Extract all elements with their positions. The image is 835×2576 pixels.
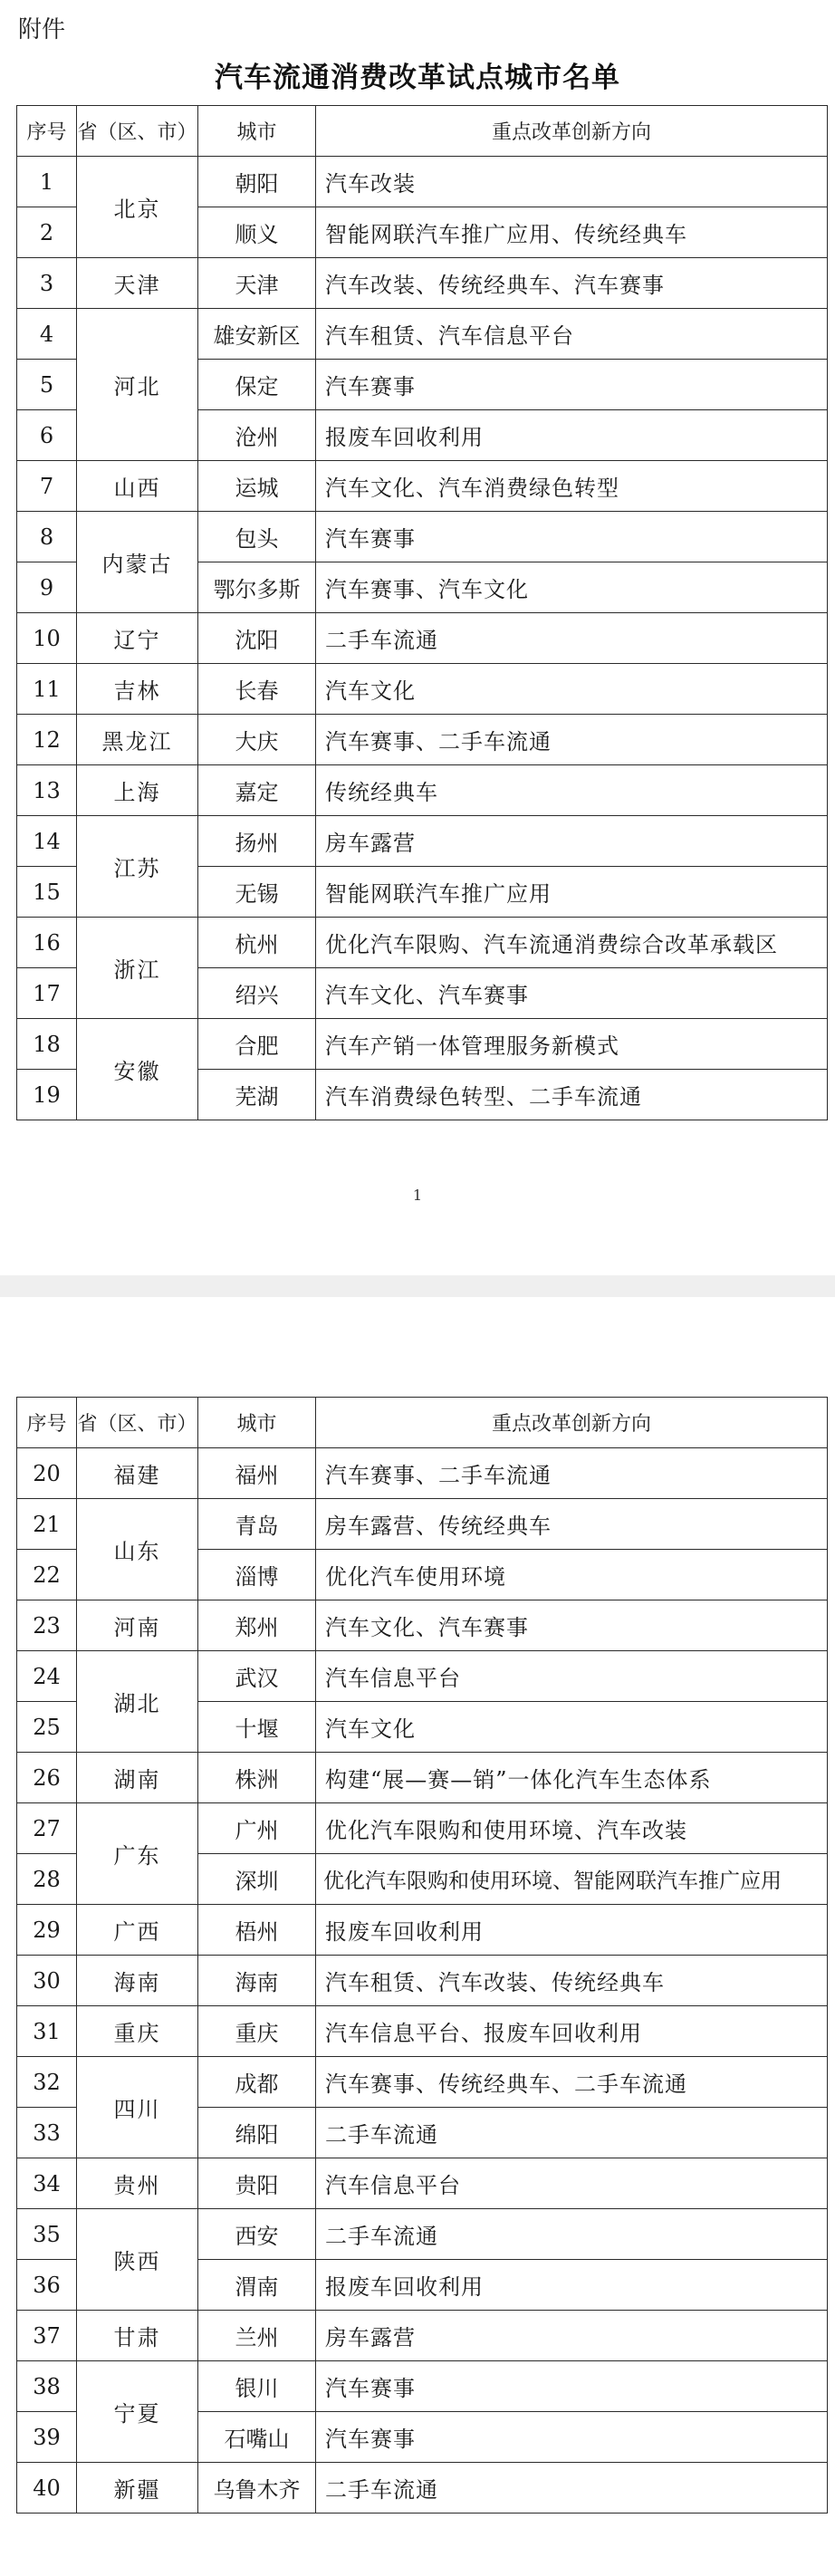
serial-number-cell: 27 (17, 1803, 77, 1854)
serial-number-cell: 18 (17, 1019, 77, 1070)
table-row (17, 1753, 828, 1803)
reform-direction-cell: 报废车回收利用 (316, 2260, 828, 2311)
serial-number-cell: 15 (17, 867, 77, 918)
serial-number-cell: 24 (17, 1651, 77, 1702)
city-cell: 株洲 (198, 1753, 316, 1803)
province-cell: 甘肃 (77, 2311, 198, 2361)
reform-direction-cell: 房车露营、传统经典车 (316, 1499, 828, 1550)
reform-direction-cell: 汽车赛事 (316, 360, 828, 410)
city-cell: 西安 (198, 2209, 316, 2260)
city-cell: 天津 (198, 258, 316, 309)
serial-number-cell: 14 (17, 816, 77, 867)
reform-direction-cell: 汽车赛事、传统经典车、二手车流通 (316, 2057, 828, 2108)
city-cell: 淄博 (198, 1550, 316, 1600)
reform-direction-cell: 汽车文化、汽车消费绿色转型 (316, 461, 828, 512)
province-cell: 河北 (77, 309, 198, 461)
reform-direction-cell: 优化汽车使用环境 (316, 1550, 828, 1600)
serial-number-cell: 17 (17, 968, 77, 1019)
province-cell: 重庆 (77, 2006, 198, 2057)
city-cell: 无锡 (198, 867, 316, 918)
table-row (17, 765, 828, 816)
city-cell: 海南 (198, 1956, 316, 2006)
province-cell: 山西 (77, 461, 198, 512)
city-cell: 广州 (198, 1803, 316, 1854)
serial-number-cell: 37 (17, 2311, 77, 2361)
reform-direction-cell: 汽车赛事 (316, 2412, 828, 2463)
reform-direction-cell: 汽车文化 (316, 664, 828, 715)
reform-direction-cell: 报废车回收利用 (316, 410, 828, 461)
city-cell: 芜湖 (198, 1070, 316, 1120)
city-cell: 十堰 (198, 1702, 316, 1753)
city-cell: 运城 (198, 461, 316, 512)
table-row (17, 1803, 828, 1854)
city-cell: 嘉定 (198, 765, 316, 816)
reform-direction-cell: 汽车赛事、汽车文化 (316, 562, 828, 613)
table-row (17, 1651, 828, 1702)
reform-direction-cell: 构建“展—赛—销”一体化汽车生态体系 (316, 1753, 828, 1803)
reform-direction-cell: 汽车信息平台 (316, 2158, 828, 2209)
serial-number-cell: 40 (17, 2463, 77, 2514)
city-cell: 沧州 (198, 410, 316, 461)
table-row (17, 1905, 828, 1956)
province-cell: 海南 (77, 1956, 198, 2006)
reform-direction-cell: 汽车文化、汽车赛事 (316, 1600, 828, 1651)
table-row (17, 664, 828, 715)
reform-direction-cell: 汽车赛事、二手车流通 (316, 715, 828, 765)
reform-direction-cell: 二手车流通 (316, 2209, 828, 2260)
table-row (17, 1019, 828, 1070)
table-row (17, 2209, 828, 2260)
reform-direction-cell: 二手车流通 (316, 613, 828, 664)
header-province: 省（区、市） (77, 1398, 198, 1448)
table-row (17, 613, 828, 664)
serial-number-cell: 11 (17, 664, 77, 715)
reform-direction-cell: 汽车信息平台、报废车回收利用 (316, 2006, 828, 2057)
province-cell: 湖南 (77, 1753, 198, 1803)
city-cell: 贵阳 (198, 2158, 316, 2209)
reform-direction-cell: 优化汽车限购和使用环境、汽车改装 (316, 1803, 828, 1854)
table-row (17, 258, 828, 309)
table-row (17, 2158, 828, 2209)
province-cell: 安徽 (77, 1019, 198, 1120)
serial-number-cell: 36 (17, 2260, 77, 2311)
serial-number-cell: 26 (17, 1753, 77, 1803)
province-cell: 上海 (77, 765, 198, 816)
province-cell: 河南 (77, 1600, 198, 1651)
serial-number-cell: 29 (17, 1905, 77, 1956)
city-cell: 兰州 (198, 2311, 316, 2361)
city-cell: 绵阳 (198, 2108, 316, 2158)
serial-number-cell: 35 (17, 2209, 77, 2260)
serial-number-cell: 39 (17, 2412, 77, 2463)
document-page-1 (0, 0, 835, 1275)
serial-number-cell: 10 (17, 613, 77, 664)
table-row (17, 918, 828, 968)
city-cell: 杭州 (198, 918, 316, 968)
reform-direction-cell: 汽车租赁、汽车改装、传统经典车 (316, 1956, 828, 2006)
province-cell: 山东 (77, 1499, 198, 1600)
city-cell: 重庆 (198, 2006, 316, 2057)
province-cell: 四川 (77, 2057, 198, 2158)
table-row (17, 816, 828, 867)
reform-direction-cell: 汽车产销一体管理服务新模式 (316, 1019, 828, 1070)
city-cell: 顺义 (198, 207, 316, 258)
table-row (17, 715, 828, 765)
table-row (17, 1448, 828, 1499)
attachment-label: 附件 (18, 16, 66, 43)
table-row (17, 2006, 828, 2057)
city-cell: 银川 (198, 2361, 316, 2412)
province-cell: 内蒙古 (77, 512, 198, 613)
serial-number-cell: 38 (17, 2361, 77, 2412)
table-row (17, 2311, 828, 2361)
city-cell: 梧州 (198, 1905, 316, 1956)
reform-direction-cell: 二手车流通 (316, 2463, 828, 2514)
serial-number-cell: 30 (17, 1956, 77, 2006)
province-cell: 黑龙江 (77, 715, 198, 765)
table-header-row (17, 106, 828, 157)
header-province: 省（区、市） (77, 106, 198, 157)
table-row (17, 2361, 828, 2412)
header-reform-direction: 重点改革创新方向 (316, 106, 828, 157)
table-row (17, 512, 828, 562)
serial-number-cell: 32 (17, 2057, 77, 2108)
serial-number-cell: 20 (17, 1448, 77, 1499)
reform-direction-cell: 汽车改装、传统经典车、汽车赛事 (316, 258, 828, 309)
pilot-cities-table-page-2 (16, 1397, 828, 2514)
city-cell: 大庆 (198, 715, 316, 765)
document-page-2 (0, 1297, 835, 2576)
reform-direction-cell: 报废车回收利用 (316, 1905, 828, 1956)
serial-number-cell: 2 (17, 207, 77, 258)
province-cell: 浙江 (77, 918, 198, 1019)
serial-number-cell: 13 (17, 765, 77, 816)
reform-direction-cell: 二手车流通 (316, 2108, 828, 2158)
reform-direction-cell: 汽车赛事 (316, 512, 828, 562)
table-row (17, 1499, 828, 1550)
table-row (17, 2463, 828, 2514)
page-number: 1 (412, 1187, 423, 1204)
province-cell: 广西 (77, 1905, 198, 1956)
serial-number-cell: 9 (17, 562, 77, 613)
city-cell: 成都 (198, 2057, 316, 2108)
reform-direction-cell: 汽车赛事 (316, 2361, 828, 2412)
serial-number-cell: 31 (17, 2006, 77, 2057)
table-row (17, 1956, 828, 2006)
table-row (17, 157, 828, 207)
table-header-row (17, 1398, 828, 1448)
reform-direction-cell: 汽车租赁、汽车信息平台 (316, 309, 828, 360)
serial-number-cell: 23 (17, 1600, 77, 1651)
city-cell: 福州 (198, 1448, 316, 1499)
reform-direction-cell: 房车露营 (316, 2311, 828, 2361)
table-row (17, 1600, 828, 1651)
city-cell: 鄂尔多斯 (198, 562, 316, 613)
reform-direction-cell: 智能网联汽车推广应用、传统经典车 (316, 207, 828, 258)
city-cell: 郑州 (198, 1600, 316, 1651)
city-cell: 包头 (198, 512, 316, 562)
province-cell: 辽宁 (77, 613, 198, 664)
province-cell: 天津 (77, 258, 198, 309)
reform-direction-cell: 汽车消费绿色转型、二手车流通 (316, 1070, 828, 1120)
header-city: 城市 (198, 1398, 316, 1448)
table-row (17, 309, 828, 360)
city-cell: 雄安新区 (198, 309, 316, 360)
reform-direction-cell: 汽车文化 (316, 1702, 828, 1753)
serial-number-cell: 3 (17, 258, 77, 309)
city-cell: 深圳 (198, 1854, 316, 1905)
reform-direction-cell: 智能网联汽车推广应用 (316, 867, 828, 918)
header-serial-number: 序号 (17, 1398, 77, 1448)
city-cell: 青岛 (198, 1499, 316, 1550)
serial-number-cell: 21 (17, 1499, 77, 1550)
serial-number-cell: 34 (17, 2158, 77, 2209)
table-body (17, 157, 828, 1120)
table-body (17, 1448, 828, 2514)
city-cell: 乌鲁木齐 (198, 2463, 316, 2514)
document-title: 汽车流通消费改革试点城市名单 (215, 62, 620, 94)
serial-number-cell: 22 (17, 1550, 77, 1600)
table-row (17, 2057, 828, 2108)
province-cell: 新疆 (77, 2463, 198, 2514)
serial-number-cell: 28 (17, 1854, 77, 1905)
serial-number-cell: 4 (17, 309, 77, 360)
reform-direction-cell: 优化汽车限购和使用环境、智能网联汽车推广应用 (316, 1854, 828, 1905)
province-cell: 江苏 (77, 816, 198, 918)
reform-direction-cell: 传统经典车 (316, 765, 828, 816)
reform-direction-cell: 汽车改装 (316, 157, 828, 207)
province-cell: 广东 (77, 1803, 198, 1905)
province-cell: 陕西 (77, 2209, 198, 2311)
reform-direction-cell: 优化汽车限购、汽车流通消费综合改革承载区 (316, 918, 828, 968)
city-cell: 长春 (198, 664, 316, 715)
province-cell: 宁夏 (77, 2361, 198, 2463)
province-cell: 贵州 (77, 2158, 198, 2209)
city-cell: 武汉 (198, 1651, 316, 1702)
city-cell: 合肥 (198, 1019, 316, 1070)
page-separator (0, 1275, 835, 1297)
reform-direction-cell: 房车露营 (316, 816, 828, 867)
serial-number-cell: 12 (17, 715, 77, 765)
serial-number-cell: 7 (17, 461, 77, 512)
city-cell: 石嘴山 (198, 2412, 316, 2463)
header-serial-number: 序号 (17, 106, 77, 157)
province-cell: 福建 (77, 1448, 198, 1499)
serial-number-cell: 33 (17, 2108, 77, 2158)
city-cell: 扬州 (198, 816, 316, 867)
serial-number-cell: 6 (17, 410, 77, 461)
pilot-cities-table-page-1 (16, 105, 828, 1120)
city-cell: 朝阳 (198, 157, 316, 207)
serial-number-cell: 1 (17, 157, 77, 207)
serial-number-cell: 16 (17, 918, 77, 968)
serial-number-cell: 19 (17, 1070, 77, 1120)
reform-direction-cell: 汽车赛事、二手车流通 (316, 1448, 828, 1499)
header-city: 城市 (198, 106, 316, 157)
serial-number-cell: 8 (17, 512, 77, 562)
reform-direction-cell: 汽车文化、汽车赛事 (316, 968, 828, 1019)
city-cell: 保定 (198, 360, 316, 410)
province-cell: 湖北 (77, 1651, 198, 1753)
city-cell: 绍兴 (198, 968, 316, 1019)
city-cell: 渭南 (198, 2260, 316, 2311)
reform-direction-cell: 汽车信息平台 (316, 1651, 828, 1702)
province-cell: 北京 (77, 157, 198, 258)
table-row (17, 461, 828, 512)
header-reform-direction: 重点改革创新方向 (316, 1398, 828, 1448)
province-cell: 吉林 (77, 664, 198, 715)
serial-number-cell: 25 (17, 1702, 77, 1753)
serial-number-cell: 5 (17, 360, 77, 410)
city-cell: 沈阳 (198, 613, 316, 664)
